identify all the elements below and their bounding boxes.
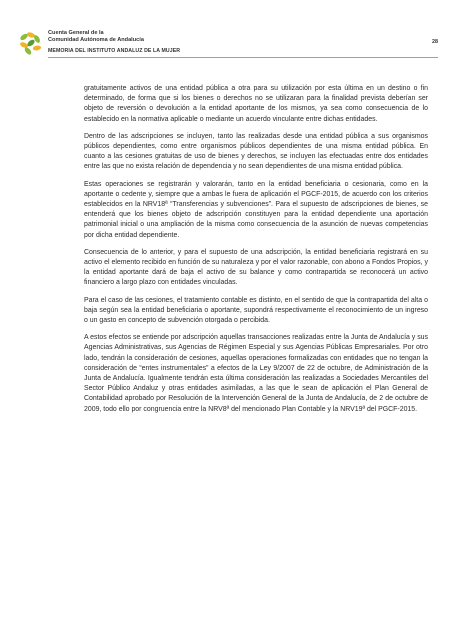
header-divider: [48, 57, 438, 58]
page-header: [18, 28, 438, 60]
paragraph: gratuitamente activos de una entidad pública a otra para su utilización por esta última en un destino o fin determinado, de forma que si los bienes o derechos no se utilizaran para la finalidad prevista deberían ser objeto de reversión o devolución a la entidad aportante de los mismos, ya sea como consecuencia de lo establecido en la normativa aplicable o mediante un acuerdo vinculante entre dichas entidades.: [84, 85, 428, 123]
paragraph: Estas operaciones se registrarán y valorarán, tanto en la entidad beneficiaria o cesionaria, como en la aportante o cedente y, siempre que a ambas le fuera de aplicación el PGCF-2015, de acuerdo con los criterios establecidos en la NRV18ª “Transferencias y subvenciones”. Para el supuesto de adscripciones de bienes, se entenderá que los bienes objeto de adscripción constituyen para la entidad dependiente una aportación patrimonial inicial o una ampliación de la misma como consecuencia de la asunción de nuevas competencias por dicha entidad dependiente.: [84, 180, 428, 239]
paragraph: A estos efectos se entiende por adscripción aquellas transacciones realizadas entre la Junta de Andalucía y sus Agencias Administrativas, sus Agencias de Régimen Especial y sus Agencias Públicas Empresariales. Por otro lado, tendrán la consideración de cesiones, aquellas operaciones formalizadas con entidades que no tengan la consideración de “entes instrumentales” a efectos de la Ley 9/2007 de 22 de octubre, de Administración de la Junta de Andalucía. Igualmente tendrán esta última consideración las realizadas a Sociedades Mercantiles del Sector Público Andaluz y otras entidades asimiladas, a las que le sean de aplicación el Plan General de Contabilidad aprobado por Resolución de la Intervención General de la Junta de Andalucía, de 2 de octubre de 2009, todo ello por congruencia entre la NRV8ª del mencionado Plan Contable y la NRV19ª del PGCF-2015.: [84, 334, 429, 413]
page-number: 28: [432, 39, 438, 45]
document-title: MEMORIA DEL INSTITUTO ANDALUZ DE LA MUJER: [48, 48, 181, 54]
organization-name: [48, 30, 144, 44]
paragraph: Dentro de las adscripciones se incluyen, tanto las realizadas desde una entidad pública a sus organismos públicos dependientes, como entre organismos públicos dependientes de una misma entidad pública. En cuanto a las cesiones gratuitas de uso de bienes y derechos, se incluyen las efectuadas entre dos entidades entre las que no exista relación de dependencia y no sean dependientes de una misma entidad pública.: [84, 132, 428, 171]
body-text: [84, 84, 428, 422]
paragraph: Consecuencia de lo anterior, y para el supuesto de una adscripción, la entidad beneficiaria registrará en su activo el elemento recibido en función de su naturaleza y por el valor razonable, con abono a Fondos Propios, y la entidad aportante dará de baja el activo de su balance y como contrapartida se reconocerá un activo financiero a largo plazo con entidades vinculadas.: [84, 248, 428, 287]
org-line-1: Cuenta General de la: [48, 30, 104, 36]
leaf-cluster-logo-icon: [18, 30, 44, 56]
paragraph: Para el caso de las cesiones, el tratamiento contable es distinto, en el sentido de que la contrapartida del alta o baja según sea la entidad beneficiaria o aportante, supondrá respectivamente el reconocimiento de un ingreso o un gasto en concepto de subvención otorgada o percibida.: [84, 296, 428, 325]
org-line-2: Comunidad Autónoma de Andalucía: [48, 36, 144, 43]
